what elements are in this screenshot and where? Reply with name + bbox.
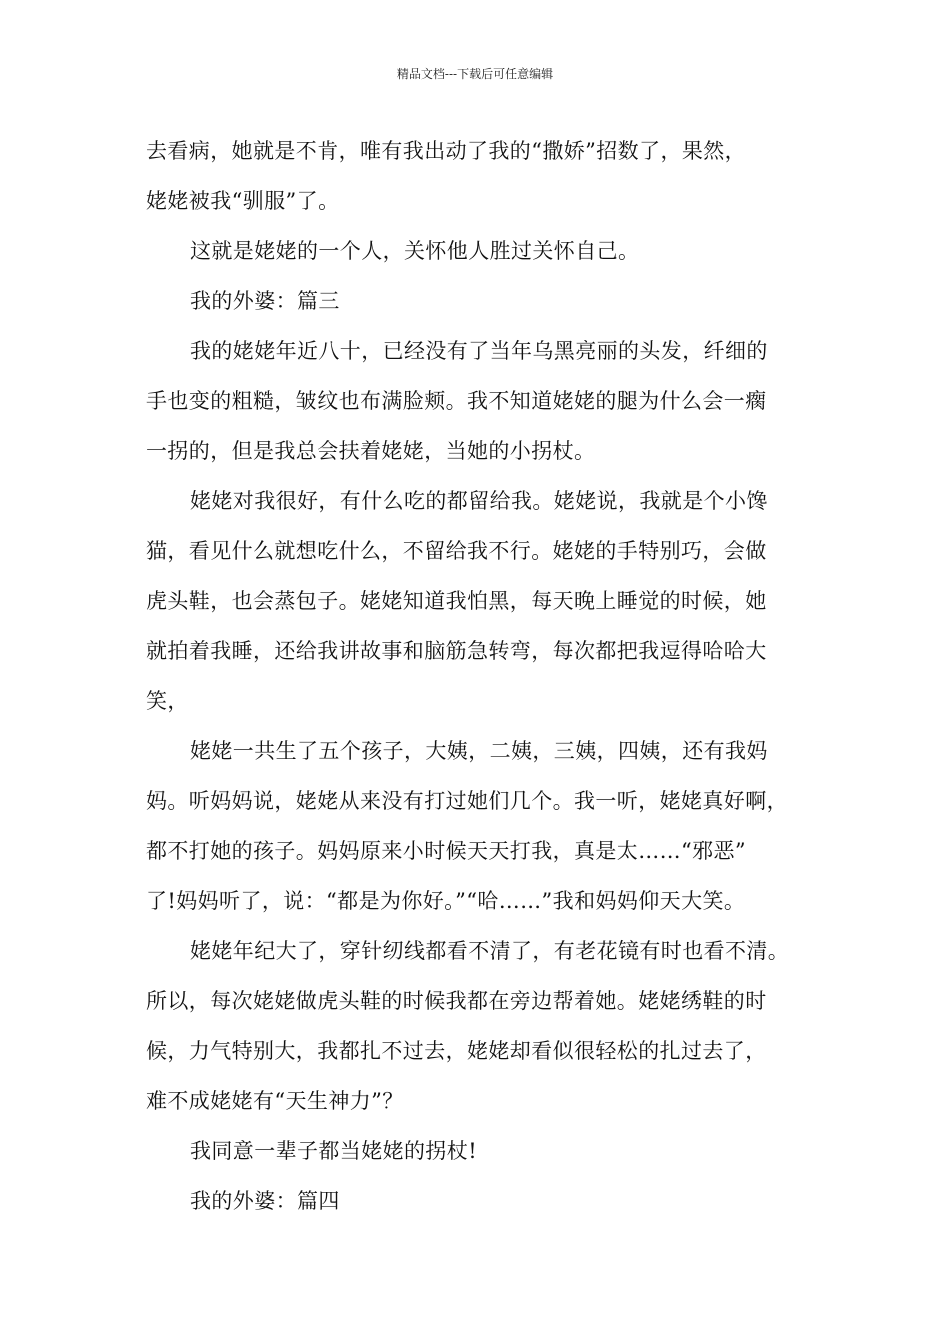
text-line: 姥姥被我“驯服”了。 bbox=[146, 189, 340, 213]
text-line: 就拍着我睡，还给我讲故事和脑筋急转弯，每次都把我逗得哈哈大 bbox=[146, 639, 767, 663]
text-line: 手也变的粗糙，皱纹也布满脸颊。我不知道姥姥的腿为什么会一瘸 bbox=[146, 389, 767, 413]
text-line: 难不成姥姥有“天生神力”？ bbox=[146, 1089, 404, 1113]
text-line: 我同意一辈子都当姥姥的拐杖! bbox=[190, 1139, 478, 1163]
text-line: 虎头鞋，也会蒸包子。姥姥知道我怕黑，每天晚上睡觉的时候，她 bbox=[146, 589, 767, 613]
text-line: 姥姥对我很好，有什么吃的都留给我。姥姥说，我就是个小馋 bbox=[190, 489, 768, 513]
section-heading: 我的外婆：篇三 bbox=[190, 289, 340, 313]
text-line: 候，力气特别大，我都扎不过去，姥姥却看似很轻松的扎过去了， bbox=[146, 1039, 767, 1063]
page-header: 精品文档---下载后可任意编辑 bbox=[396, 67, 554, 81]
text-line: 了!妈妈听了，说：“都是为你好。”“哈……”我和妈妈仰天大笑。 bbox=[146, 889, 746, 913]
text-line: 姥姥一共生了五个孩子，大姨，二姨，三姨，四姨，还有我妈 bbox=[190, 739, 768, 763]
text-line: 笑， bbox=[146, 689, 189, 713]
text-line: 妈。听妈妈说，姥姥从来没有打过她们几个。我一听，姥姥真好啊， bbox=[146, 789, 788, 813]
text-line: 都不打她的孩子。妈妈原来小时候天天打我，真是太……“邪恶” bbox=[146, 839, 747, 863]
text-line: 我的姥姥年近八十，已经没有了当年乌黑亮丽的头发，纤细的 bbox=[190, 339, 768, 363]
text-line: 所以，每次姥姥做虎头鞋的时候我都在旁边帮着她。姥姥绣鞋的时 bbox=[146, 989, 767, 1013]
section-heading: 我的外婆：篇四 bbox=[190, 1189, 340, 1213]
text-line: 去看病，她就是不肯，唯有我出动了我的“撒娇”招数了，果然， bbox=[146, 139, 747, 163]
text-line: 一拐的，但是我总会扶着姥姥，当她的小拐杖。 bbox=[146, 439, 596, 463]
text-line: 这就是姥姥的一个人，关怀他人胜过关怀自己。 bbox=[190, 239, 640, 263]
text-line: 猫，看见什么就想吃什么，不留给我不行。姥姥的手特别巧，会做 bbox=[146, 539, 767, 563]
text-line: 姥姥年纪大了，穿针纫线都看不清了，有老花镜有时也看不清。 bbox=[190, 939, 790, 963]
